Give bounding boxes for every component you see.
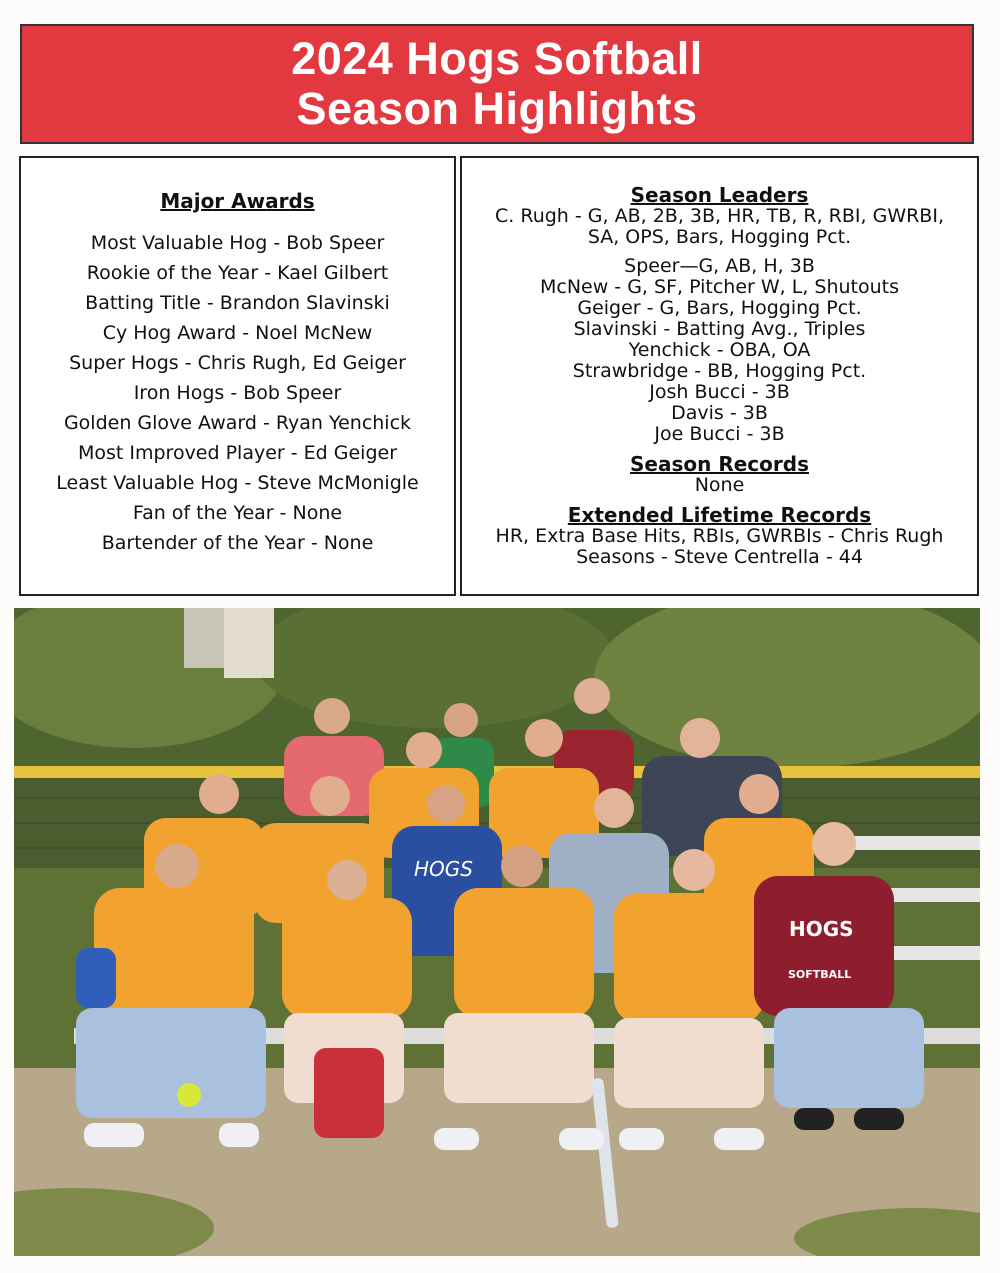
leader-item: Geiger - G, Bars, Hogging Pct. xyxy=(577,297,862,319)
lifetime-records-heading: Extended Lifetime Records xyxy=(567,503,872,527)
leader-item: SA, OPS, Bars, Hogging Pct. xyxy=(587,226,852,248)
blue-jersey-text: HOGS xyxy=(414,857,473,881)
award-item: Least Valuable Hog - Steve McMonigle xyxy=(56,472,419,494)
leader-item: Davis - 3B xyxy=(671,402,768,424)
season-records-heading: Season Records xyxy=(630,452,809,476)
season-stats-box xyxy=(460,156,979,596)
leader-item: Slavinski - Batting Avg., Triples xyxy=(573,318,866,340)
leader-item: C. Rugh - G, AB, 2B, 3B, HR, TB, R, RBI, GWRBI, xyxy=(495,205,944,227)
award-item: Super Hogs - Chris Rugh, Ed Geiger xyxy=(69,352,406,374)
team-photo-illustration xyxy=(14,608,980,1256)
lifetime-record-item: Seasons - Steve Centrella - 44 xyxy=(576,546,863,568)
award-item: Iron Hogs - Bob Speer xyxy=(133,382,342,404)
award-item: Batting Title - Brandon Slavinski xyxy=(85,292,390,314)
major-awards-heading: Major Awards xyxy=(160,189,315,213)
team-photo xyxy=(14,608,980,1256)
leader-item: Joe Bucci - 3B xyxy=(654,423,785,445)
award-item: Rookie of the Year - Kael Gilbert xyxy=(86,262,389,284)
award-item: Cy Hog Award - Noel McNew xyxy=(102,322,373,344)
award-item: Bartender of the Year - None xyxy=(101,532,374,554)
season-records-value: None xyxy=(694,474,745,496)
major-awards-box xyxy=(19,156,456,596)
lifetime-record-item: HR, Extra Base Hits, RBIs, GWRBIs - Chris Rugh xyxy=(495,525,944,547)
award-item: Golden Glove Award - Ryan Yenchick xyxy=(63,412,412,434)
award-item: Most Valuable Hog - Bob Speer xyxy=(90,232,385,254)
title-banner xyxy=(20,24,974,144)
award-item: Fan of the Year - None xyxy=(132,502,343,524)
leader-item: Josh Bucci - 3B xyxy=(649,381,790,403)
season-leaders-heading: Season Leaders xyxy=(630,183,809,207)
leader-item: Strawbridge - BB, Hogging Pct. xyxy=(572,360,867,382)
leader-item: Yenchick - OBA, OA xyxy=(628,339,811,361)
award-item: Most Improved Player - Ed Geiger xyxy=(77,442,398,464)
maroon-shirt-subtext: SOFTBALL xyxy=(788,968,852,981)
maroon-shirt-text: HOGS xyxy=(789,917,854,941)
page-title-line-2: Season Highlights xyxy=(296,83,698,134)
page-title-line-1: 2024 Hogs Softball xyxy=(291,33,703,84)
leader-item: Speer—G, AB, H, 3B xyxy=(624,255,815,277)
leader-item: McNew - G, SF, Pitcher W, L, Shutouts xyxy=(539,276,900,298)
